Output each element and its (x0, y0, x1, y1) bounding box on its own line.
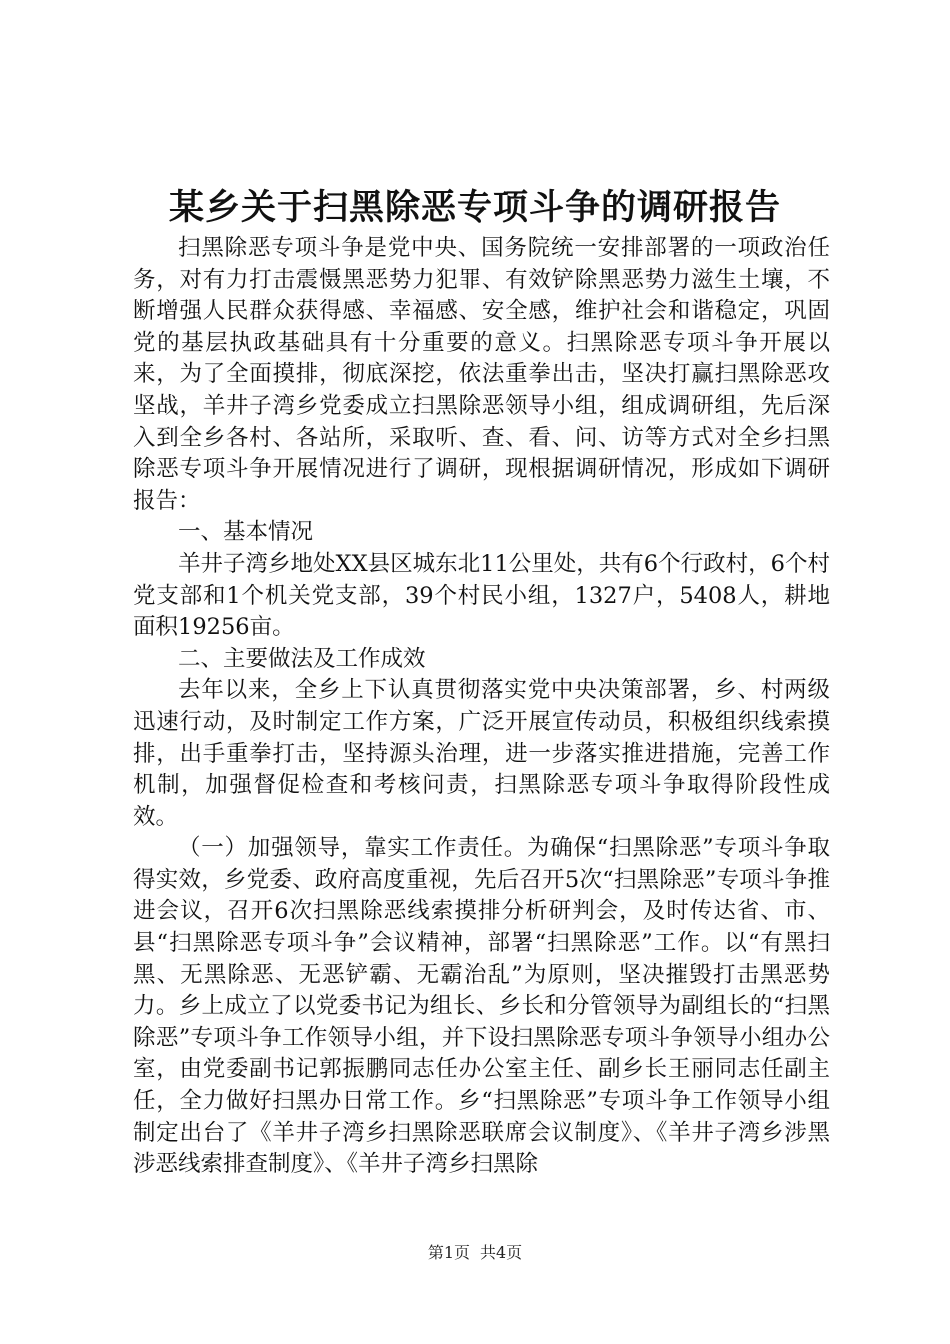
paragraph-main-practices: 去年以来，全乡上下认真贯彻落实党中央决策部署，乡、村两级迅速行动，及时制定工作方案，广泛开展宣传动员，积极组织线索摸排，出手重拳打击，坚持源头治理，进一步落实推进措施，完善工作机制，加强督促检查和考核问责，扫黑除恶专项斗争取得阶段性成效。 (133, 677, 830, 830)
paragraph-basic-situation: 羊井子湾乡地处XX县区城东北11公里处，共有6个行政村，6个村党支部和1个机关党支部，39个村民小组，1327户，5408人，耕地面积19256亩。 (133, 550, 830, 641)
section-heading-main-practices: 二、主要做法及工作成效 (178, 645, 426, 672)
paragraph-leadership: （一）加强领导，靠实工作责任。为确保“扫黑除恶”专项斗争取得实效，乡党委、政府高度重视，先后召开5次“扫黑除恶”专项斗争推进会议，召开6次扫黑除恶线索摸排分析研判会，及时传达省、市、县“扫黑除恶专项斗争”会议精神，部署“扫黑除恶”工作。以“有黑扫黑、无黑除恶、无恶铲霸、无霸治乱”为原则，坚决摧毁打击黑恶势力。乡上成立了以党委书记为组长、乡长和分管领导为副组长的“扫黑除恶”专项斗争工作领导小组，并下设扫黑除恶专项斗争领导小组办公室，由党委副书记郭振鹏同志任办公室主任、副乡长王丽同志任副主任，全力做好扫黑办日常工作。乡“扫黑除恶”专项斗争工作领导小组制定出台了《羊井子湾乡扫黑除恶联席会议制度》、《羊井子湾乡涉黑涉恶线索排查制度》、《羊井子湾乡扫黑除 (133, 835, 830, 1178)
paragraph-intro: 扫黑除恶专项斗争是党中央、国务院统一安排部署的一项政治任务，对有力打击震慑黑恶势力犯罪、有效铲除黑恶势力滋生土壤，不断增强人民群众获得感、幸福感、安全感，维护社会和谐稳定，巩固党的基层执政基础具有十分重要的意义。扫黑除恶专项斗争开展以来，为了全面摸排，彻底深挖，依法重拳出击，坚决打赢扫黑除恶攻坚战，羊井子湾乡党委成立扫黑除恶领导小组，组成调研组，先后深入到全乡各村、各站所，采取听、查、看、问、访等方式对全乡扫黑除恶专项斗争开展情况进行了调研，现根据调研情况，形成如下调研报告： (133, 235, 830, 514)
page-total: 共4页 (480, 1243, 523, 1262)
document-body (133, 233, 830, 1181)
section-heading-basic-situation: 一、基本情况 (178, 519, 314, 546)
page-number: 第1页 (427, 1243, 470, 1262)
page-footer (0, 1242, 950, 1264)
document-title: 某乡关于扫黑除恶专项斗争的调研报告 (168, 187, 781, 228)
